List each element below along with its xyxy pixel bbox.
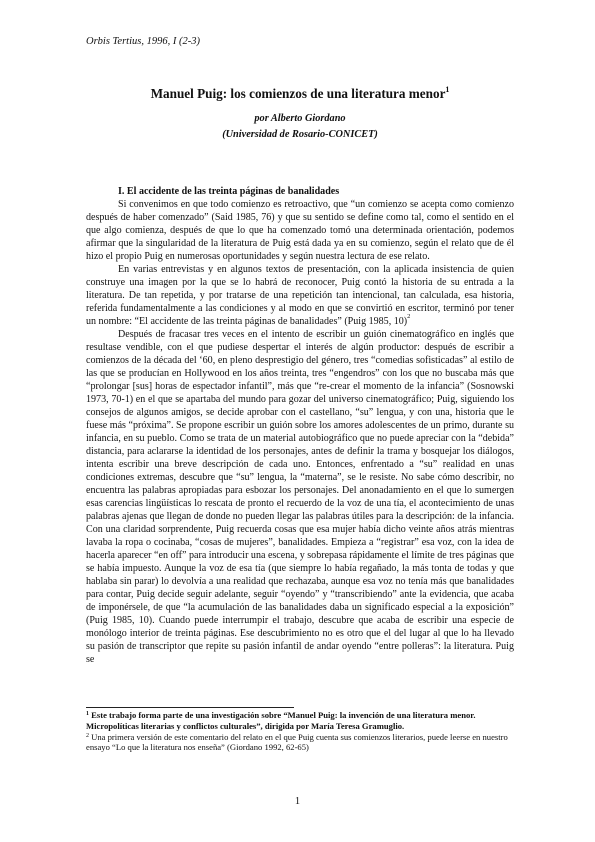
author-name: por Alberto Giordano [254, 113, 346, 124]
footnote [86, 710, 514, 732]
footnote-mark: 2 [407, 313, 411, 320]
paragraph-text: En varias entrevistas y en algunos textos de presentación, con la aplicada insistencia de quien construye una imagen por la que se lo habrá de reconocer, Puig contó la historia de su entrada a la literatura. De tan repetida, y por tratarse de una repetición tan intencional, tan calculada, esa historia, referida fundamentalmente a las condiciones y al modo en que se convirtió en escritor, terminó por tener un nombre: “El accidente de las treinta páginas de banalidades” (Puig 1985, 10) [86, 264, 514, 327]
journal-header: Orbis Tertius, 1996, I (2-3) [86, 36, 200, 47]
title-footnote-mark: 1 [445, 85, 450, 94]
article-body [86, 185, 514, 666]
page-number: 1 [294, 796, 301, 807]
footnote-number: 2 [86, 732, 89, 739]
footnote-separator [86, 707, 294, 708]
footnote-text: Una primera versión de este comentario del relato en el que Puig cuenta sus comienzos literarios, puede leerse en nuestro ensayo “Lo que la literatura nos enseña” (Giordano 1992, 62-65) [86, 731, 508, 753]
author-affiliation: (Universidad de Rosario-CONICET) [222, 129, 378, 140]
footnote-text: Este trabajo forma parte de una investigación sobre “Manuel Puig: la invención de una literatura menor. Micropolíticas literarias y conflictos culturales”, dirigida por María Teresa Gramuglio. [86, 710, 476, 731]
author-block [86, 111, 514, 143]
paragraph [86, 263, 514, 328]
article-title [86, 86, 514, 102]
section-heading: I. El accidente de las treinta páginas de banalidades [118, 186, 340, 197]
paragraph: Si convenimos en que todo comienzo es retroactivo, que “un comienzo se acepta como comienzo después de haber comenzado” (Said 1985, 76) y que su sentido se define como tal, como el sentido en el que algo comienza, después de que lo que ha comenzado tomó una determinada orientación, podemos afirmar que la singularidad de la literatura de Puig está dada ya en su comienzo, según el relato que de él hizo el propio Puig en numerosas oportunidades y según nuestra lectura de ese relato. [86, 199, 514, 262]
footnote-number: 1 [86, 711, 89, 717]
paragraph: Después de fracasar tres veces en el intento de escribir un guión cinematográfico en inglés que resultase vendible, con el que pudiese despertar el interés de algún productor: después de escribir a comienzos de la década del ‘60, en pleno desprestigio del género, tres “comedias sofisticadas” al estilo de las que se producían en Hollywood en los años treinta, tres “engendros” con los que no buscaba más que “prolongar [sus] horas de espectador infantil”, más que “re-crear el momento de la infancia” (Sosnowski 1973, 70-1) en el que se apartaba del mundo para gozar del universo cinematográfico; Puig, siguiendo los consejos de algunos amigos, se decide aprobar con el castellano, “su” lengua, y con una, historia que le fuese más “próxima”. Se propone escribir un guión sobre los amores adolescentes de un primo, durante su infancia, en su pueblo. Como se trata de un material autobiográfico que no puede apreciar con la “debida” distancia, para aclararse la identidad de los personajes, antes de definir la trama y bosquejar los diálogos, intenta escribir una breve descripción de cada uno. Entonces, enfrentado a “su” realidad en unas condiciones extremas, descubre que “su” lengua, la “materna”, se le resiste. No sabe cómo describir, no encuentra las palabras apropiadas para esbozar los personajes. Del anonadamiento en el que lo sumergen esas carencias lingüísticas lo rescata de pronto el recuerdo de la voz de una tía, el acontecimiento de unas palabras ajenas que llegan de donde no pueden llegar las palabras útiles para la descripción: de la infancia. Con una claridad sorprendente, Puig recuerda cosas que esa mujer había dicho veinte años atrás mientras lavaba la ropa o cocinaba, “cosas de mujeres”, banalidades. Empieza a “registrar” esa voz, con la idea de hacerla aparecer “en off” para introducir una escena, y sobrepasa rápidamente el límite de tres páginas que se había impuesto. Aunque la voz de esa tía (que siempre lo había regañado, la más tonta de todas y que hablaba sin parar) lo devolvía a una realidad que rechazaba, aunque esa voz no tenía más que banalidades para contar, Puig decide seguir adelante, seguir “oyendo” y “transcribiendo” ante la evidencia, que acaba de imponérsele, de que “la acumulación de las banalidades daba un significado especial a la exposición” (Puig 1985, 10). Cuando puede interrumpir el trabajo, descubre que acaba de escribir una especie de monólogo interior de treinta páginas. Ese descubrimiento no es otro que el del lugar al que lo ha llevado su pasión de transcriptor que repite su pasión infantil de andar oyendo “entre polleras”: la literatura. Puig se [86, 329, 514, 665]
footnotes [86, 710, 514, 753]
footnote [86, 732, 514, 754]
title-text: Manuel Puig: los comienzos de una literatura menor [150, 86, 446, 101]
